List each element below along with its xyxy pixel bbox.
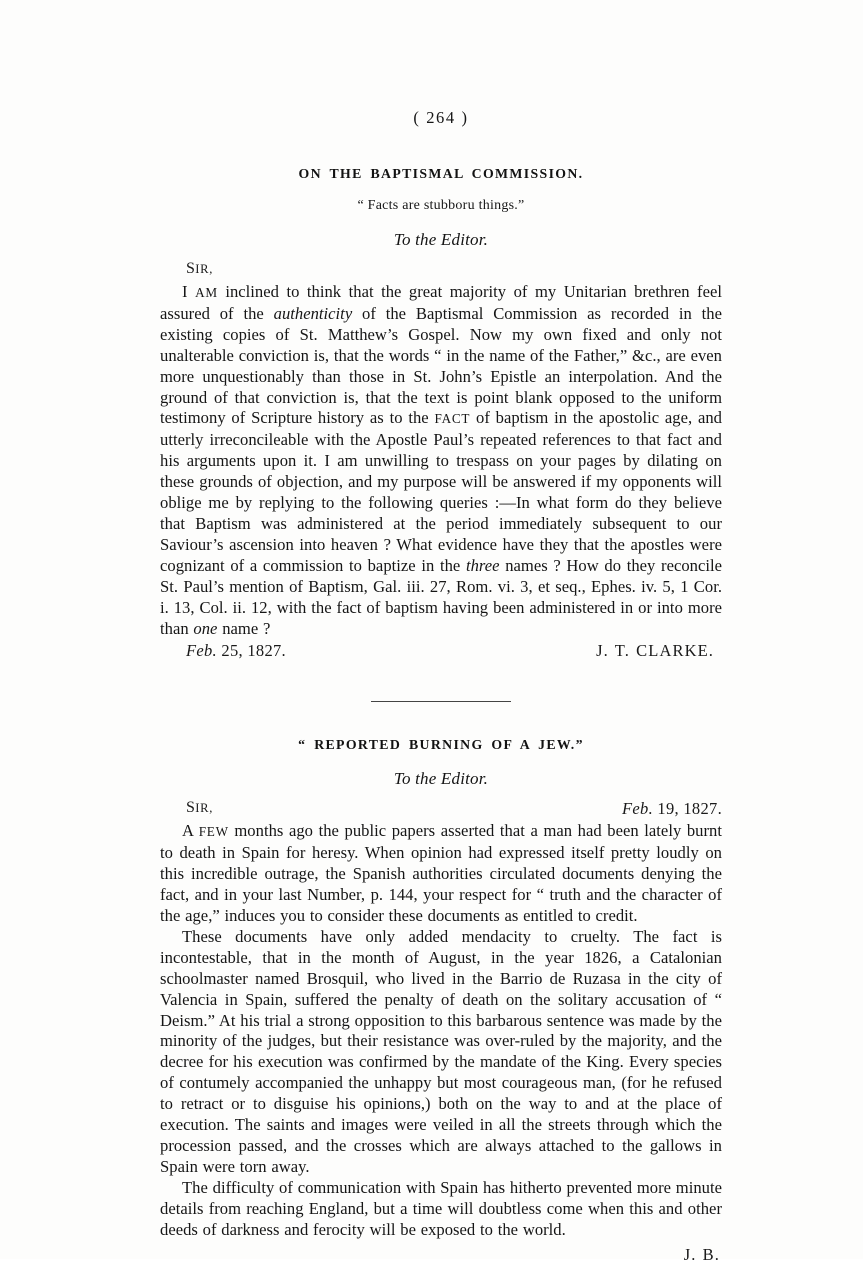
letter-date-month: Feb.	[622, 799, 653, 819]
article-reported-burning-of-a-jew	[160, 737, 722, 1270]
paragraph-text: The difficulty of communication with Spain has hitherto prevented more minute details from reaching England, but a time will doubtless come when this and other deeds of darkness and ferocity will be exposed to the world.	[160, 1177, 722, 1239]
salutation	[186, 799, 213, 817]
article-paragraph	[160, 927, 722, 1178]
signature-row	[160, 641, 722, 667]
article-title: ON THE BAPTISMAL COMMISSION.	[298, 166, 584, 181]
page-folio: ( 264 )	[413, 108, 469, 127]
to-the-editor-line: To the Editor.	[393, 769, 489, 789]
article-epigraph: “ Facts are stubboru things.”	[357, 198, 525, 213]
article-paragraph	[160, 821, 722, 927]
paragraph-text: I AM inclined to think that the great majority of my Unitarian brethren feel assured of the authenticity of the Baptismal Commission as recorded in the existing copies of St. Matthew’s Gospel. Now my own fixed and only not unalterable conviction is, that the words “ in the name of the Father,” &c., are even more unquestionably than those in St. John’s Epistle an interpolation. And the ground of that conviction is, that the text is point blank opposed to the uniform testimony of Scripture history as to the FACT of baptism in the apostolic age, and utterly irreconcileable with the Apostle Paul’s repeated references to that fact and his arguments upon it. I am unwilling to trespass on your pages by dilating on these grounds of objection, and my purpose will be answered if my opponents will oblige me by replying to the following queries :—In what form do they believe that Baptism was administered at the period immediately subsequent to our Saviour’s ascension into heaven ? What evidence have they that the apostles were cognizant of a commission to baptize in the three names ? How do they reconcile St. Paul’s mention of Baptism, Gal. iii. 27, Rom. vi. 3, et seq., Ephes. iv. 5, 1 Cor. i. 13, Col. ii. 12, with the fact of baptism having been administered in or into more than one name ?	[160, 282, 723, 638]
signature-date	[186, 641, 286, 661]
salutation	[186, 260, 213, 278]
small-caps-run: FEW	[198, 824, 229, 840]
page-content	[160, 108, 722, 1271]
salutation-row	[160, 260, 722, 281]
italic-word: three	[465, 555, 500, 575]
italic-word: authenticity	[273, 303, 353, 323]
to-the-editor-line: To the Editor.	[393, 230, 489, 249]
section-divider-wrap	[160, 689, 722, 707]
paragraph-text: A FEW months ago the public papers asserted that a man had been lately burnt to death in Spain for heresy. When opinion had expressed itself pretty loudly on this incredible outrage, the Spanish authorities circulated documents denying the fact, and in your last Number, p. 144, your respect for “ truth and the character of the age,” induces you to consider these documents as entitled to credit.	[160, 821, 722, 926]
salutation-rest: IR,	[195, 262, 214, 276]
small-caps-run: FACT	[434, 411, 471, 427]
signature-name: J. T. CLARKE.	[596, 641, 714, 661]
salutation-row	[160, 799, 722, 820]
article-title: “ REPORTED BURNING OF A JEW.”	[298, 737, 584, 753]
signature-date-rest: 25, 1827.	[216, 641, 286, 661]
signature-name: J. B.	[683, 1244, 720, 1264]
italic-word: one	[193, 618, 218, 638]
article-paragraph	[160, 1178, 722, 1241]
salutation-initial: S	[186, 260, 196, 277]
letter-date-rest: 19, 1827.	[653, 799, 722, 819]
section-divider	[371, 701, 511, 702]
salutation-rest: IR,	[195, 801, 214, 816]
salutation-initial: S	[186, 799, 196, 817]
signature-row	[160, 1245, 722, 1271]
article-baptismal-commission	[160, 166, 722, 667]
letter-date	[622, 799, 722, 819]
signature-date-month: Feb.	[186, 641, 217, 661]
paragraph-text: These documents have only added mendacity to cruelty. The fact is incontestable, that in the month of August, in the year 1826, a Catalonian schoolmaster named Brosquil, who lived in the Barrio de Ruzasa in the city of Valencia in Spain, suffered the penalty of death on the solitary accusation of “ Deism.” At his trial a strong opposition to this barbarous sentence was made by the minority of the judges, but their resistance was over-ruled by the majority, and the decree for his execution was confirmed by the mandate of the King. Every species of contumely accompanied the unhappy but most courageous man, (for he refused to retract or to disguise his opinions,) both on the way to and at the place of execution. The saints and images were veiled in all the streets through which the procession passed, and the crosses which are always attached to the gallows in Spain were torn away.	[160, 926, 722, 1176]
small-caps-run: AM	[195, 285, 218, 300]
article-paragraph	[160, 282, 722, 639]
